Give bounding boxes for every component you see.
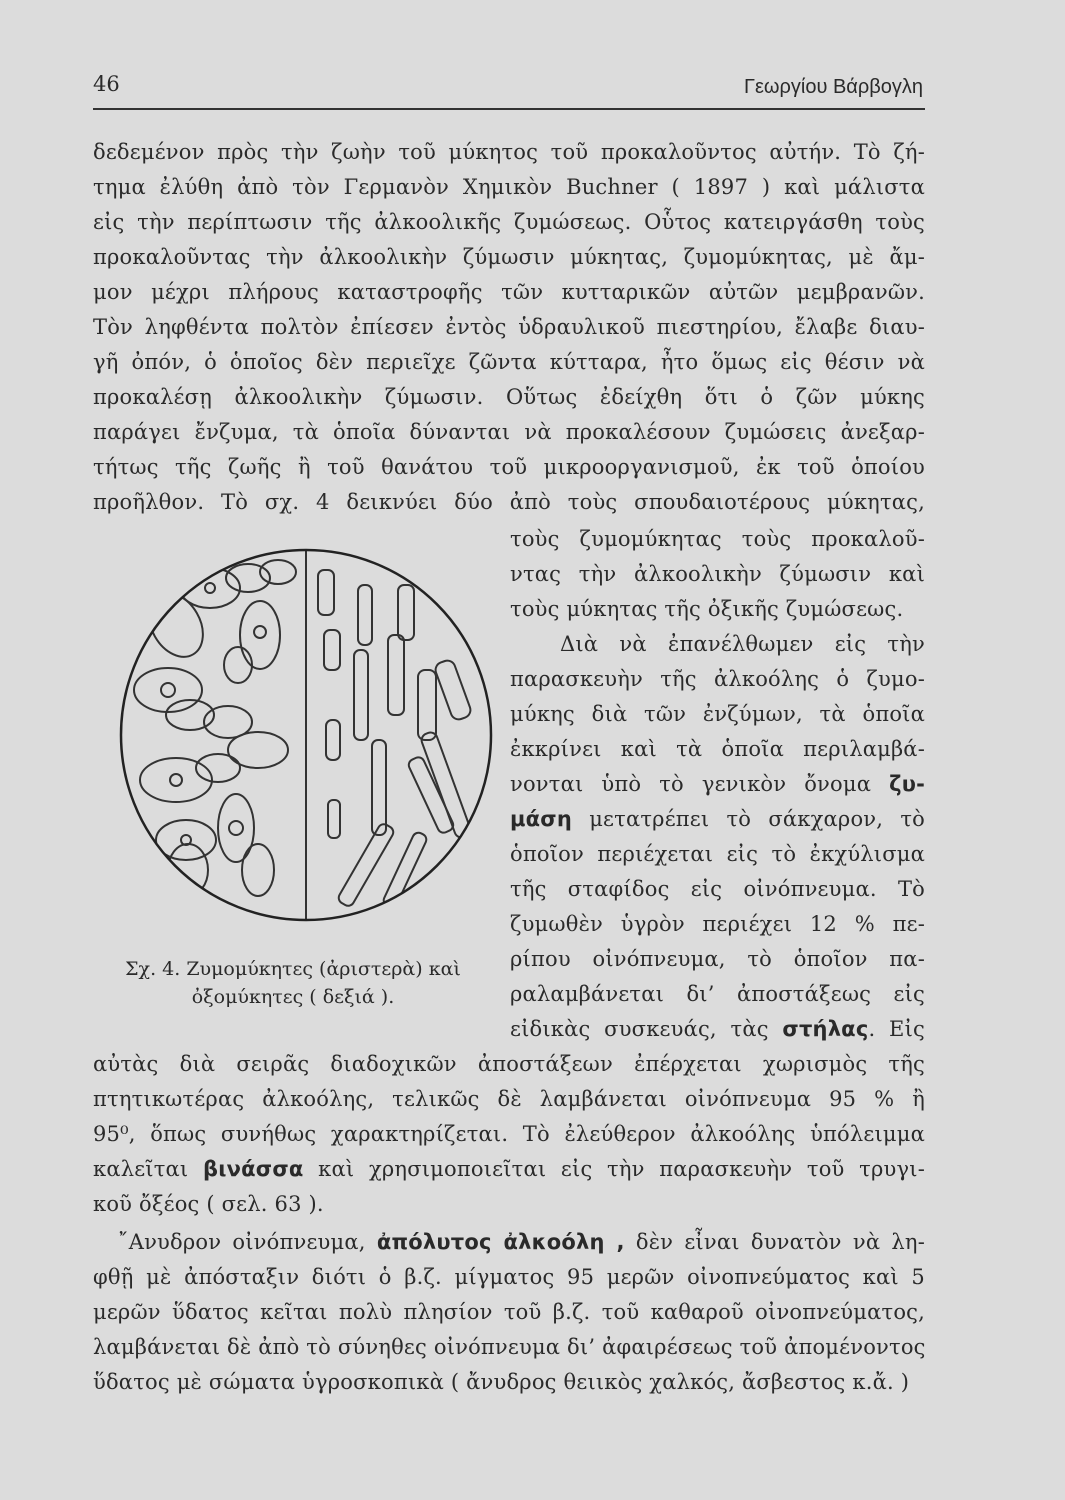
text-line: παρασκευὴν τῆς ἀλκοόλης ὁ ζυμο- [510,667,925,691]
bold-term: μάση [510,807,572,831]
text-line: μύκης διὰ τῶν ἐνζύμων, τὰ ὁποῖα [510,702,925,726]
text-line: ντας τὴν ἀλκοολικὴν ζύμωσιν καὶ [510,562,925,586]
text-line: ὕδατος μὲ σώματα ὑγροσκοπικὰ ( ἄνυδρος θειικὸς χαλκός, ἄσβεστος κ.ἄ. ) [93,1370,910,1394]
text-line: καλεῖται βινάσσα καὶ χρησιμοποιεῖται εἰς τὴν παρασκευὴν τοῦ τρυγι- [93,1157,925,1181]
acetic-bacteria [318,570,473,909]
figure-caption: Σχ. 4. Ζυμομύκητες (ἀριστερὰ) καὶ ὀξομύκητες ( δεξιά ). [125,958,461,1008]
text-line: 95⁰, ὅπως συνήθως χαρακτηρίζεται. Τὸ ἐλεύθερον ἀλκοόλης ὑπόλειμμα [93,1122,925,1146]
text-line: τημα ἐλύθη ἀπὸ τὸν Γερμανὸν Χημικὸν Buchner ( 1897 ) καὶ μάλιστα [93,175,925,199]
text-line: τήτως τῆς ζωῆς ἢ τοῦ θανάτου τοῦ μικροοργανισμοῦ, ἐκ τοῦ ὁποίου [93,455,925,479]
text-line: προκαλοῦντας τὴν ἀλκοολικὴν ζύμωσιν μύκητας, ζυμομύκητας, μὲ ἄμ- [93,245,925,269]
text-line: κοῦ ὄξέος ( σελ. 63 ). [93,1192,324,1216]
text-line: Τὸν ληφθέντα πολτὸν ἐπίεσεν ἐντὸς ὑδραυλικοῦ πιεστηρίου, ἔλαβε διαυ- [93,315,925,339]
text-line: λαμβάνεται δὲ ἀπὸ τὸ σύνηθες οἰνόπνευμα δι’ ἀφαιρέσεως τοῦ ἀπομένοντος [93,1335,926,1359]
text-line: μερῶν ὕδατος κεῖται πολὺ πλησίον τοῦ β.ζ. τοῦ καθαροῦ οἰνοπνεύματος, [93,1300,925,1324]
text-line: ὁποῖον περιέχεται εἰς τὸ ἐκχύλισμα [510,842,925,866]
text-line: πτητικωτέρας ἀλκοόλης, τελικῶς δὲ λαμβάνεται οἰνόπνευμα 95 % ἢ [93,1087,925,1111]
text-line: αὐτὰς διὰ σειρᾶς διαδοχικῶν ἀποστάξεων ἐπέρχεται χωρισμὸς τῆς [93,1052,925,1076]
text-line: εἰς τὴν περίπτωσιν τῆς ἀλκοολικῆς ζυμώσεως. Οὗτος κατειργάσθη τοὺς [93,210,925,234]
text-line: νονται ὑπὸ τὸ γενικὸν ὄνομα ζυ- [510,772,925,796]
text-line: τοὺς ζυμομύκητας τοὺς προκαλοῦ- [510,527,925,551]
page-number: 46 [93,72,120,96]
bold-term: ζυ- [889,772,925,796]
text-line: γῆ ὀπόν, ὁ ὁποῖος δὲν περιεῖχε ζῶντα κύτταρα, ἦτο ὅμως εἰς θέσιν νὰ [93,350,925,374]
text-line: τοὺς μύκητας τῆς ὀξικῆς ζυμώσεως. [510,597,904,621]
text-line: τῆς σταφίδος εἰς οἰνόπνευμα. Τὸ [510,877,925,901]
text-line: εἰδικὰς συσκευάς, τὰς στήλας. Εἰς [510,1017,925,1041]
text-line: φθῇ μὲ ἀπόσταξιν διότι ὁ β.ζ. μίγματος 95 μερῶν οἰνοπνεύματος καὶ 5 [93,1265,925,1289]
text-line: δεδεμένον πρὸς τὴν ζωὴν τοῦ μύκητος τοῦ προκαλοῦντος αὐτήν. Τὸ ζή- [93,140,925,164]
text-line: ραλαμβάνεται δι’ ἀποστάξεως εἰς [510,982,925,1006]
text-line: μάση μετατρέπει τὸ σάκχαρον, τὸ [510,807,925,831]
header-rule [93,108,925,110]
running-header: Γεωργίου Βάρβογλη [743,76,923,98]
text-line: προκαλέσῃ ἀλκοολικὴν ζύμωσιν. Οὕτως ἐδείχθη ὅτι ὁ ζῶν μύκης [93,385,925,409]
text-line: ἐκκρίνει καὶ τὰ ὁποῖα περιλαμβά- [510,737,925,761]
bold-term: ἀπόλυτος ἀλκοόλη , [376,1230,625,1254]
text-line: παράγει ἔνζυμα, τὰ ὁποῖα δύνανται νὰ προκαλέσουν ζυμώσεις ἀνεξαρ- [93,420,925,444]
bold-term: στήλας [782,1017,869,1041]
microscope-figure [118,540,498,930]
text-line: προῆλθον. Τὸ σχ. 4 δεικνύει δύο ἀπὸ τοὺς σπουδαιοτέρους μύκητας, [93,490,925,514]
text-line: Διὰ νὰ ἐπανέλθωμεν εἰς τὴν [560,632,925,656]
text-line: ζυμωθὲν ὑγρὸν περιέχει 12 % πε- [510,912,925,936]
bold-term: βινάσσα [203,1157,304,1181]
text-line: ῎Ανυδρον οἰνόπνευμα, ἀπόλυτος ἀλκοόλη , δὲν εἶναι δυνατὸν νὰ λη- [118,1230,925,1254]
text-line: ρίπου οἰνόπνευμα, τὸ ὁποῖον πα- [510,947,925,971]
text-line: μον μέχρι πλήρους καταστροφῆς τῶν κυτταρικῶν αὐτῶν μεμβρανῶν. [93,280,925,304]
